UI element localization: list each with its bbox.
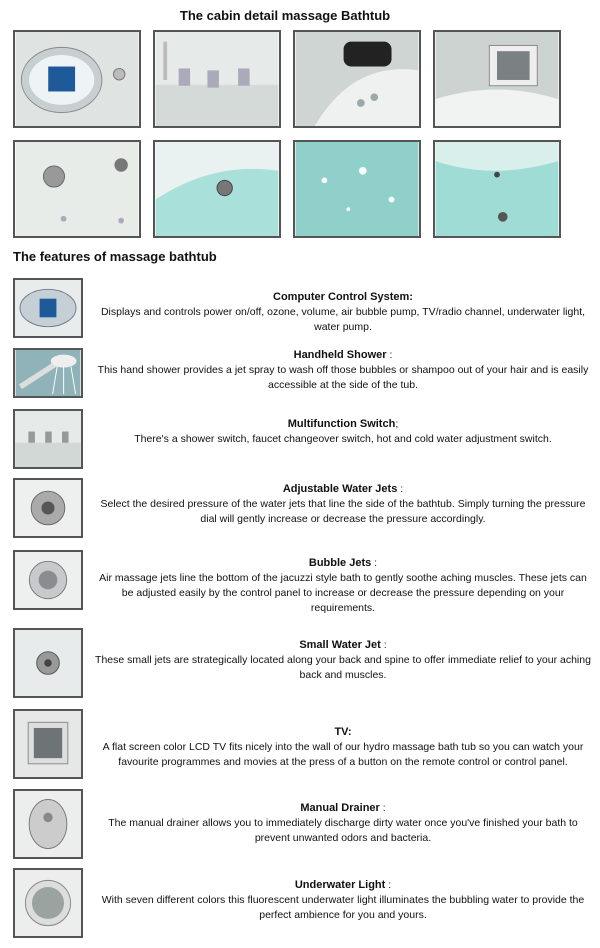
- feature-desc: Air massage jets line the bottom of the jacuzzi style bath to gently soothe aching muscles. These jets can be adjusted easily by the control panel to increase or decrease the pressure depending on your requirements.: [99, 572, 587, 614]
- feature-desc: Displays and controls power on/off, ozone, volume, air bubble pump, TV/radio channel, underwater light, water pump.: [100, 306, 586, 333]
- tv-icon: [13, 709, 83, 779]
- feature-name: Underwater Light: [294, 879, 386, 891]
- hand-shower-icon: [13, 348, 83, 398]
- feature-name: Small Water Jet: [299, 639, 381, 651]
- feature-desc: There's a shower switch, faucet changeover switch, hot and cold water adjustment switch.: [134, 433, 552, 445]
- feature-name: Adjustable Water Jets: [282, 483, 398, 495]
- feature-desc: These small jets are strategically located along your back and spine to offer immediate relief to your aching back and muscles.: [95, 654, 591, 681]
- features-heading: The features of massage bathtub: [13, 249, 217, 264]
- faucet-switches-photo: [153, 30, 281, 128]
- feature-name: Bubble Jets: [308, 557, 372, 569]
- drainer-icon: [13, 789, 83, 859]
- underwater-light-icon: [13, 868, 83, 938]
- bubble-jet-icon: [13, 550, 83, 610]
- feature-desc: A flat screen color LCD TV fits nicely into the wall of our hydro massage bath tub so you can watch your favourite programmes and movies at the press of a button on the remote control or control panel.: [102, 741, 584, 768]
- feature-desc: With seven different colors this fluorescent underwater light illuminates the bubbling water to provide the perfect ambience for you and yours.: [101, 894, 585, 921]
- feature-suffix: ;: [395, 418, 399, 430]
- feature-suffix: :: [379, 802, 386, 814]
- feature-name: Computer Control System:: [273, 291, 413, 303]
- feature-suffix: :: [385, 879, 392, 891]
- switch-icon: [13, 409, 83, 469]
- feature-name: Multifunction Switch: [287, 418, 396, 430]
- feature-desc: This hand shower provides a jet spray to wash off those bubbles or shampoo out of your hair and is easily accessible at the side of the tub.: [97, 364, 589, 391]
- tv-photo: [433, 30, 561, 128]
- feature-name: Manual Drainer: [300, 802, 380, 814]
- pillow-photo: [293, 30, 421, 128]
- feature-suffix: :: [386, 349, 393, 361]
- control-panel-icon: [13, 278, 83, 338]
- feature-desc: Select the desired pressure of the water jets that line the side of the bathtub. Simply turning the pressure dial will gently increase or decrease the pressure accordingly.: [100, 498, 586, 525]
- feature-desc: The manual drainer allows you to immediately discharge dirty water once you've finished your bath to prevent unwanted odors and bacteria.: [108, 817, 578, 844]
- feature-suffix: :: [380, 639, 387, 651]
- jets-photo: [13, 140, 141, 238]
- feature-name: Handheld Shower: [293, 349, 387, 361]
- control-panel-photo: [13, 30, 141, 128]
- small-jet-icon: [13, 628, 83, 698]
- feature-name: TV:: [334, 726, 352, 738]
- feature-suffix: :: [397, 483, 404, 495]
- page-title: The cabin detail massage Bathtub: [179, 8, 391, 23]
- feature-suffix: :: [371, 557, 378, 569]
- bubbles-photo: [293, 140, 421, 238]
- water-jet-photo: [153, 140, 281, 238]
- photo-gallery: [13, 30, 573, 240]
- underwater-jets-photo: [433, 140, 561, 238]
- water-jet-icon: [13, 478, 83, 538]
